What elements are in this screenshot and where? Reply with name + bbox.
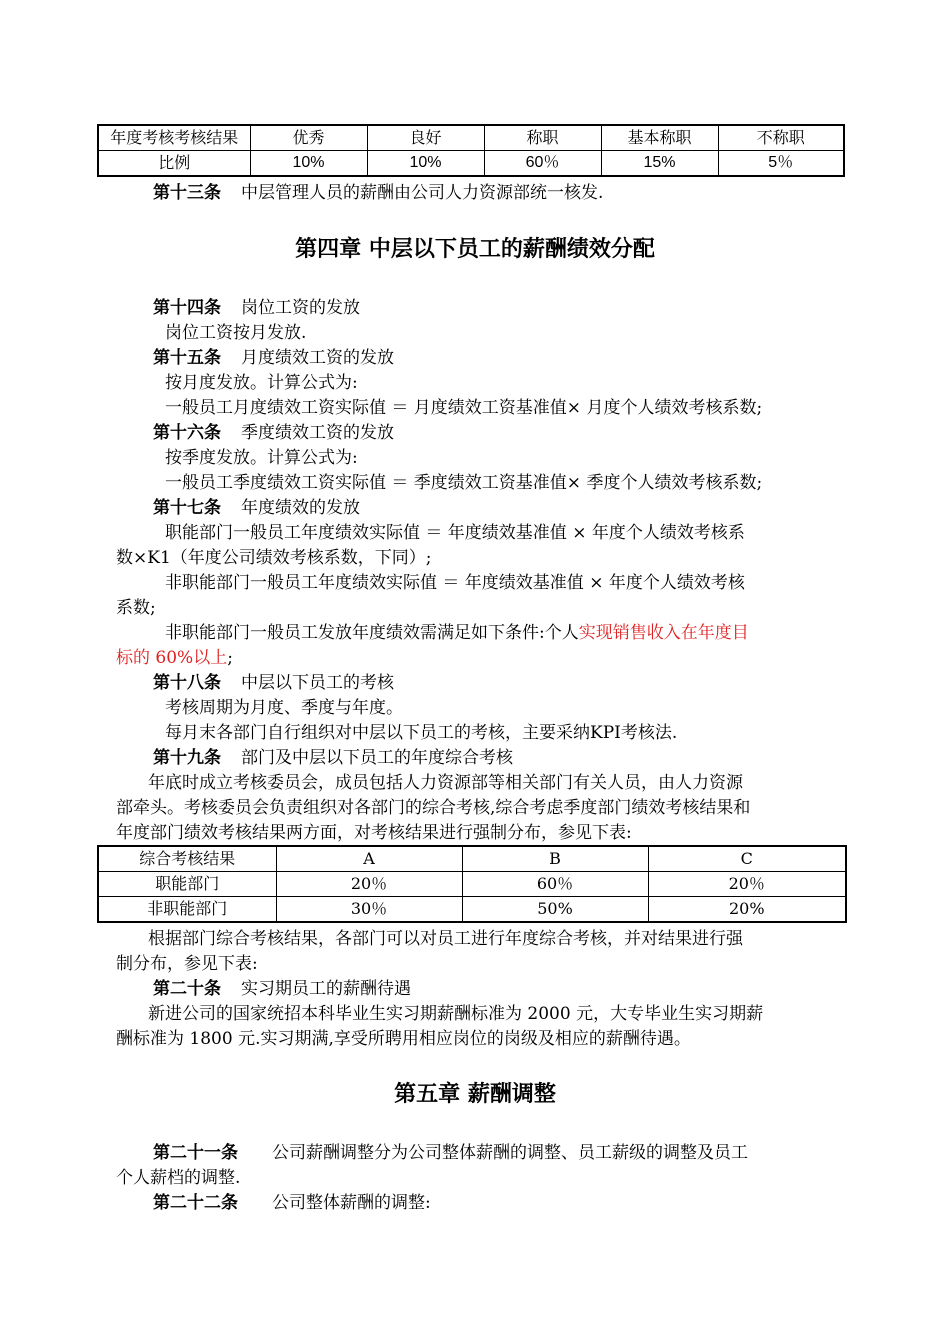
table-cell: 60％ xyxy=(484,151,601,177)
table-cell: 20% xyxy=(648,897,846,923)
article-19 xyxy=(153,746,513,770)
article-title: 季度绩效工资的发放 xyxy=(241,423,394,443)
table-cell: 优秀 xyxy=(250,125,367,151)
paragraph-line: 按月度发放。计算公式为: xyxy=(165,373,358,393)
article-label: 第二十条 xyxy=(153,979,221,999)
formula-line: 非职能部门一般员工年度绩效实际值 ＝ 年度绩效基准值 × 年度个人绩效考核 xyxy=(165,573,745,593)
paragraph-line: 根据部门综合考核结果，各部门可以对员工进行年度综合考核，并对结果进行强 xyxy=(148,929,743,949)
table-cell: 15% xyxy=(601,151,718,177)
annual-rating-ratio-table xyxy=(97,124,845,177)
paragraph-line: 酬标准为 1800 元.实习期满,享受所聘用相应岗位的岗级及相应的薪酬待遇。 xyxy=(116,1029,691,1049)
paragraph-line: 考核周期为月度、季度与年度。 xyxy=(165,698,403,718)
paragraph-line: 年底时成立考核委员会，成员包括人力资源部等相关部门有关人员，由人力资源 xyxy=(148,773,743,793)
paragraph-line: 部牵头。考核委员会负责组织对各部门的综合考核,综合考虑季度部门绩效考核结果和 xyxy=(116,798,751,818)
condition-text: 非职能部门一般员工发放年度绩效需满足如下条件:个人 xyxy=(165,623,579,643)
paragraph-line: 新进公司的国家统招本科毕业生实习期薪酬标准为 2000 元，大专毕业生实习期薪 xyxy=(148,1004,764,1024)
table-cell: 年度考核考核结果 xyxy=(98,125,250,151)
article-label: 第十三条 xyxy=(153,183,221,203)
table-cell: 不称职 xyxy=(718,125,844,151)
table-cell: 称职 xyxy=(484,125,601,151)
table-cell: 20％ xyxy=(648,872,846,897)
formula-line: 系数; xyxy=(116,598,156,618)
article-17 xyxy=(153,496,360,520)
article-16 xyxy=(153,421,394,445)
article-title: 部门及中层以下员工的年度综合考核 xyxy=(241,748,513,768)
table-header-row xyxy=(98,846,846,872)
table-cell: 良好 xyxy=(367,125,484,151)
article-13 xyxy=(153,181,603,205)
paragraph-line: 按季度发放。计算公式为: xyxy=(165,448,358,468)
article-18 xyxy=(153,671,394,695)
article-text: 公司整体薪酬的调整: xyxy=(272,1193,431,1213)
paragraph-line xyxy=(165,621,749,645)
formula-line: 数×K1（年度公司绩效考核系数，下同）; xyxy=(116,548,432,568)
table-row xyxy=(98,151,844,177)
table-cell: 5％ xyxy=(718,151,844,177)
table-cell: 职能部门 xyxy=(98,872,276,897)
table-cell: A xyxy=(276,846,462,872)
table-cell: 10% xyxy=(250,151,367,177)
article-label: 第二十一条 xyxy=(153,1143,238,1163)
article-title: 岗位工资的发放 xyxy=(241,298,360,318)
article-title: 月度绩效工资的发放 xyxy=(241,348,394,368)
highlighted-condition: 标的 60%以上 xyxy=(116,648,228,668)
article-label: 第二十二条 xyxy=(153,1193,238,1213)
article-title: 年度绩效的发放 xyxy=(241,498,360,518)
paragraph-line: 每月末各部门自行组织对中层以下员工的考核，主要采纳KPI考核法. xyxy=(165,723,678,743)
article-title: 中层以下员工的考核 xyxy=(241,673,394,693)
article-label: 第十四条 xyxy=(153,298,221,318)
paragraph-line: 岗位工资按月发放. xyxy=(165,323,307,343)
article-label: 第十八条 xyxy=(153,673,221,693)
table-cell: 基本称职 xyxy=(601,125,718,151)
table-cell: 10% xyxy=(367,151,484,177)
article-text: 公司薪酬调整分为公司整体薪酬的调整、员工薪级的调整及员工 xyxy=(272,1143,748,1163)
table-cell: C xyxy=(648,846,846,872)
paragraph-line xyxy=(116,646,233,670)
article-20 xyxy=(153,977,411,1001)
punctuation: ; xyxy=(227,648,233,668)
formula-line: 一般员工季度绩效工资实际值 ＝ 季度绩效工资基准值× 季度个人绩效考核系数; xyxy=(165,473,763,493)
article-label: 第十五条 xyxy=(153,348,221,368)
table-cell: 20％ xyxy=(276,872,462,897)
table-header-row xyxy=(98,125,844,151)
formula-line: 职能部门一般员工年度绩效实际值 ＝ 年度绩效基准值 × 年度个人绩效考核系 xyxy=(165,523,745,543)
article-title: 实习期员工的薪酬待遇 xyxy=(241,979,411,999)
article-21 xyxy=(153,1141,748,1165)
paragraph-line: 制分布，参见下表: xyxy=(116,954,258,974)
chapter-4-heading: 第四章 中层以下员工的薪酬绩效分配 xyxy=(295,237,655,262)
table-cell: 非职能部门 xyxy=(98,897,276,923)
article-text: 中层管理人员的薪酬由公司人力资源部统一核发. xyxy=(241,183,604,203)
formula-line: 一般员工月度绩效工资实际值 ＝ 月度绩效工资基准值× 月度个人绩效考核系数; xyxy=(165,398,763,418)
table-cell: 综合考核结果 xyxy=(98,846,276,872)
table-cell: 比例 xyxy=(98,151,250,177)
article-15 xyxy=(153,346,394,370)
chapter-5-heading: 第五章 薪酬调整 xyxy=(394,1082,556,1107)
article-label: 第十七条 xyxy=(153,498,221,518)
table-cell: 30％ xyxy=(276,897,462,923)
table-cell: B xyxy=(462,846,648,872)
table-row xyxy=(98,872,846,897)
article-22 xyxy=(153,1191,431,1215)
table-cell: 60％ xyxy=(462,872,648,897)
table-cell: 50% xyxy=(462,897,648,923)
department-rating-distribution-table xyxy=(97,845,847,923)
highlighted-condition: 实现销售收入在年度目 xyxy=(578,623,749,643)
article-14 xyxy=(153,296,360,320)
article-label: 第十九条 xyxy=(153,748,221,768)
table-row xyxy=(98,897,846,923)
paragraph-line: 年度部门绩效考核结果两方面，对考核结果进行强制分布，参见下表: xyxy=(116,823,632,843)
article-label: 第十六条 xyxy=(153,423,221,443)
paragraph-line: 个人薪档的调整. xyxy=(116,1168,241,1188)
